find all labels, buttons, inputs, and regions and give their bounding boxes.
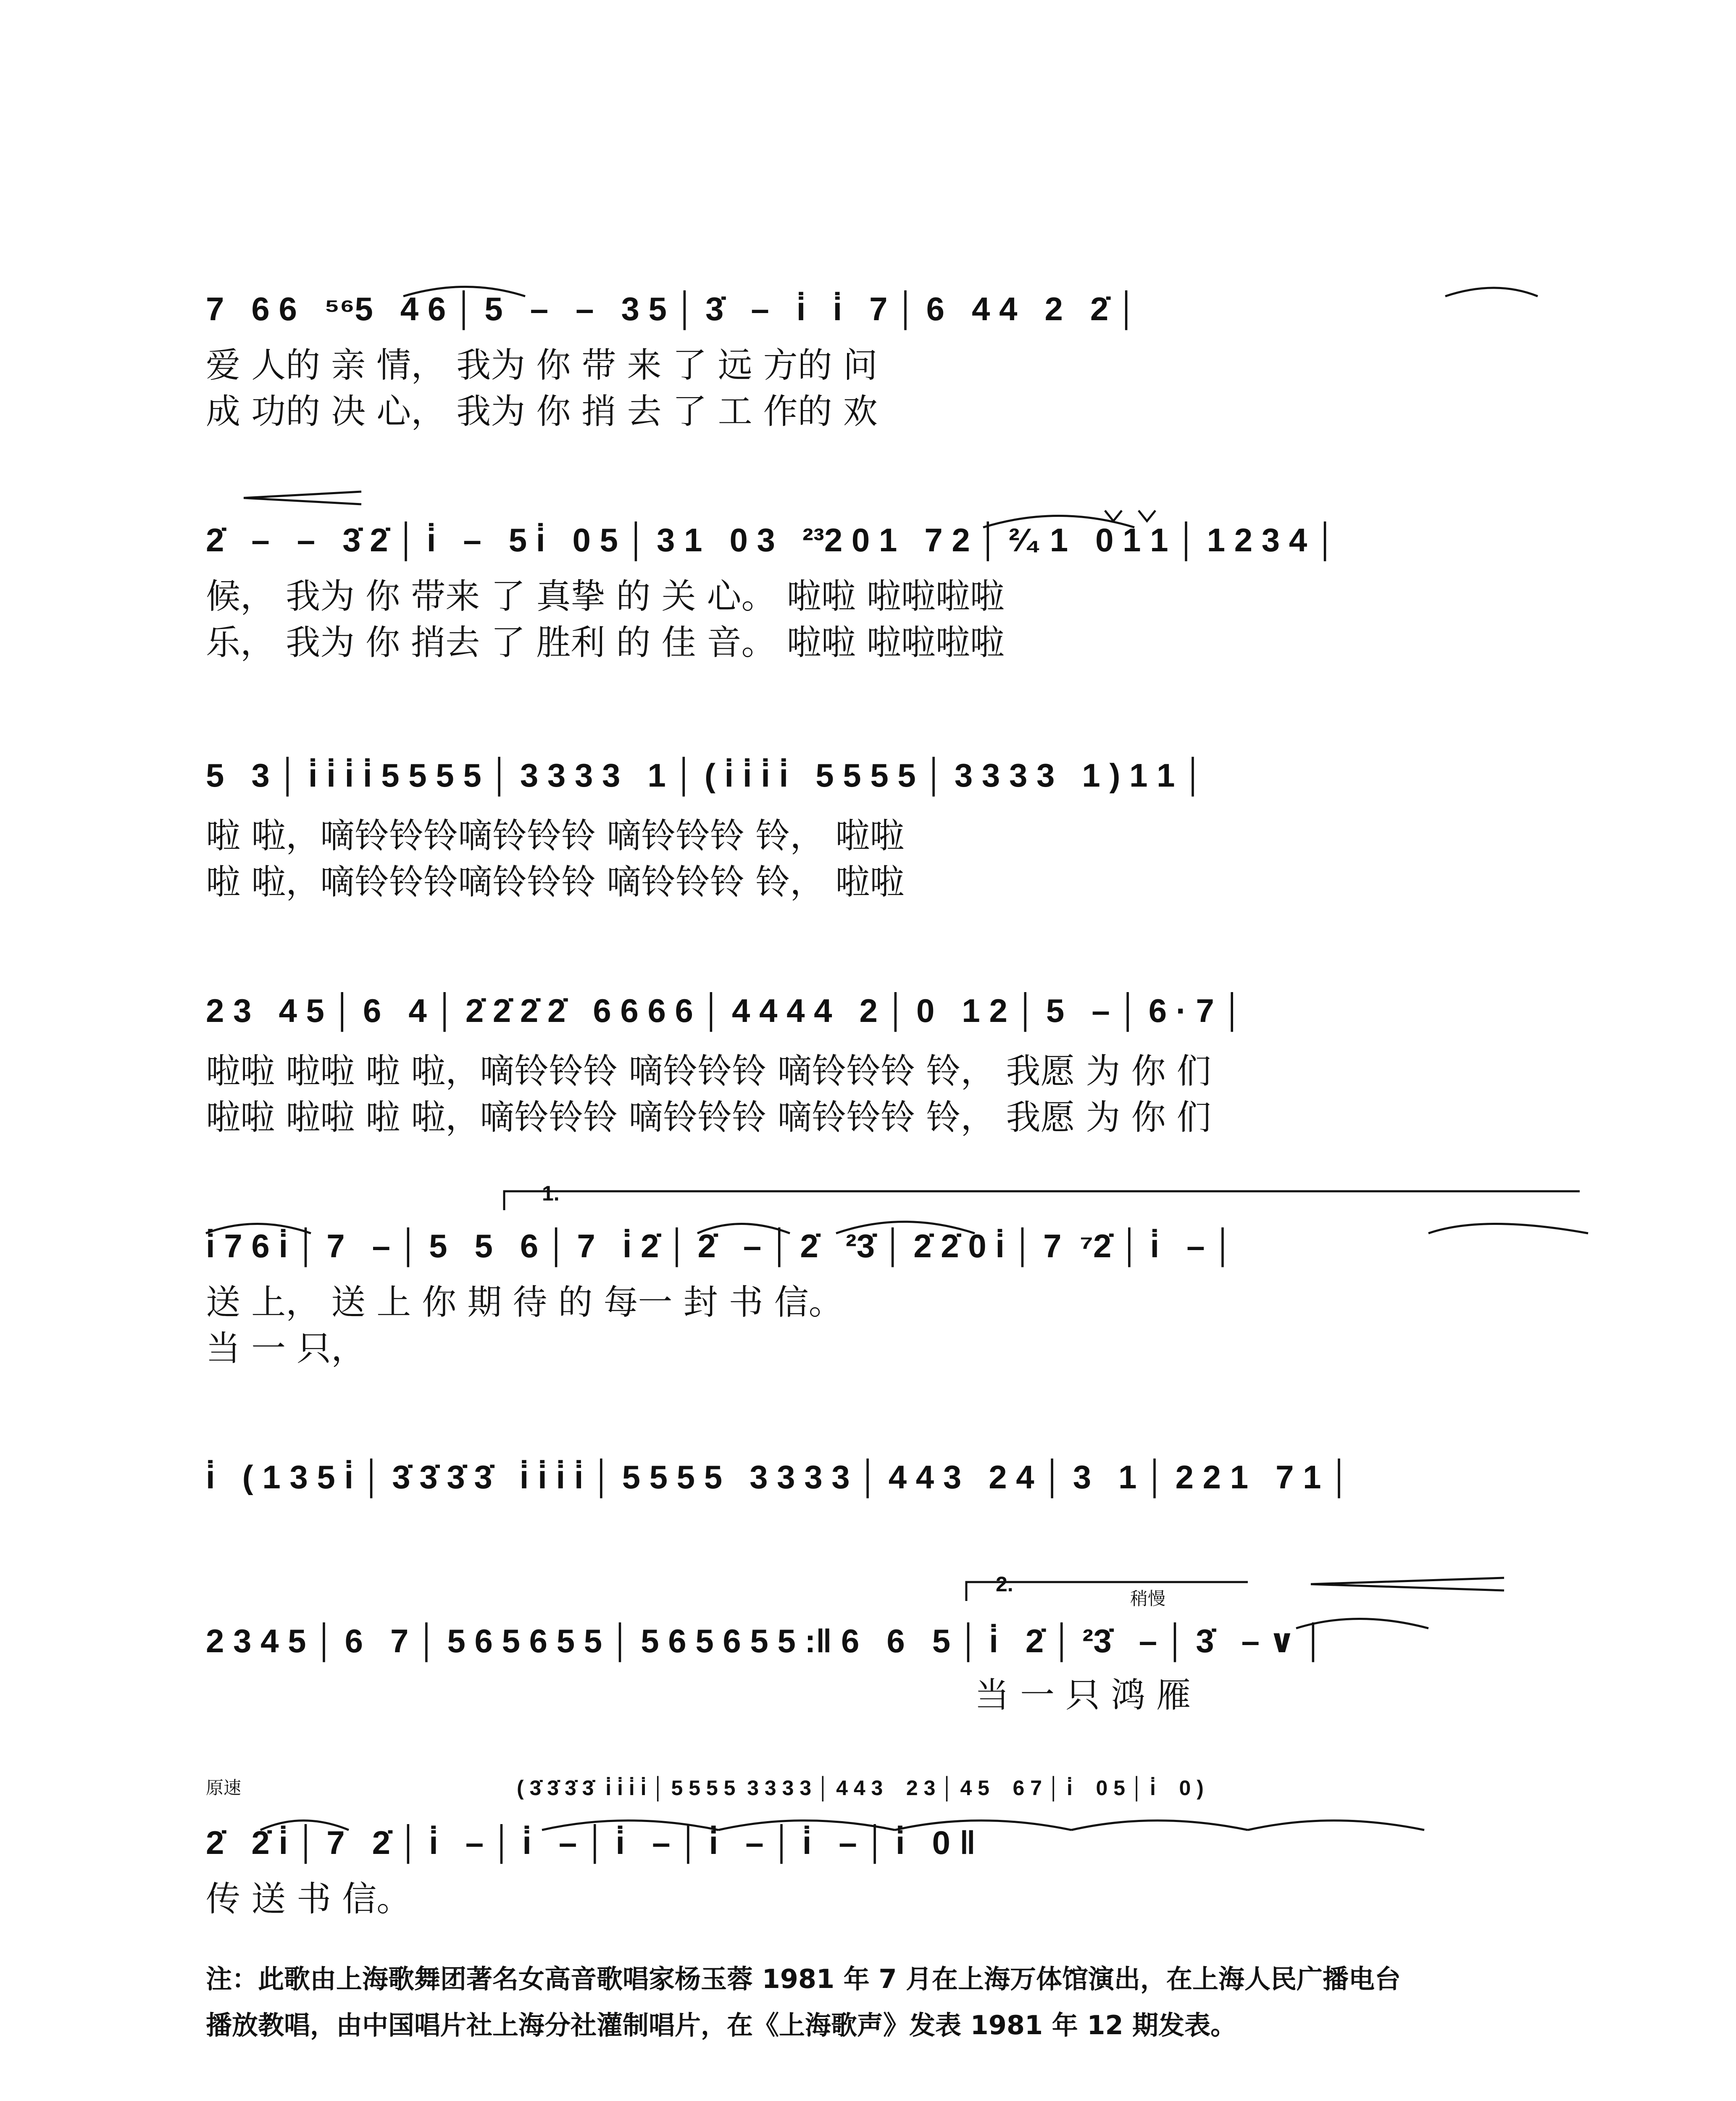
system-1-lyrics-verse-1: 爱 人的 亲 情， 我为 你 带 来 了 远 方的 问 <box>206 345 878 385</box>
tempo-marking-slower: 稍慢 <box>1130 1588 1166 1609</box>
system-5-lyrics-verse-1: 送 上， 送 上 你 期 待 的 每一 封 书 信。 <box>206 1282 843 1322</box>
system-2-lyrics-verse-2: 乐， 我为 你 捎去 了 胜利 的 佳 音。 啦啦 啦啦啦啦 <box>206 623 1005 663</box>
system-2-lyrics-verse-1: 候， 我为 你 带来 了 真挚 的 关 心。 啦啦 啦啦啦啦 <box>206 577 1005 616</box>
system-4-notation: 2 3 4 5 │ 6 4 │ 2̇ 2̇ 2̇ 2̇ 6 6 6 6 │ 4 4 4 4 2 │ 0 1 2 │ 5 – │ 6 · 7 │ <box>206 992 1244 1029</box>
system-1-notation: 7 6 6 ⁵⁶5 4 6 │ 5 – – 3 5 │ 3̇ – i̇ i̇ 7 │ 6 4 4 2 2̇ │ <box>206 290 1138 327</box>
system-2-notation: 2̇ – – 3̇ 2̇ │ i̇ – 5 i̇ 0 5 │ 3 1 0 3 ²³2 0 1 7 2 │ ²⁄₄ 1 0 1 1 │ 1 2 3 4 │ <box>206 521 1337 558</box>
system-3-lyrics-verse-2: 啦 啦，嘀铃铃铃嘀铃铃铃 嘀铃铃铃 铃， 啦啦 <box>206 862 905 902</box>
system-6-notation: i̇ ( 1 3 5 i̇ │ 3̇ 3̇ 3̇ 3̇ i̇ i̇ i̇ i̇ │ 5 5 5 5 3 3 3 3 │ 4 4 3 2 4 │ 3 1 │ 2 2 1 7 1 │ <box>206 1459 1351 1495</box>
system-7-notation: 2 3 4 5 │ 6 7 │ 5 6 5 6 5 5 │ 5 6 5 6 5 5 :‖ 6 6 5 │ i̇ 2̇ │ ²3̇ – │ 3̇ – ∨ │ <box>206 1622 1325 1659</box>
volta-2-label: 2. <box>996 1572 1013 1596</box>
system-4-lyrics-verse-1: 啦啦 啦啦 啦 啦，嘀铃铃铃 嘀铃铃铃 嘀铃铃铃 铃， 我愿 为 你 们 <box>206 1051 1211 1091</box>
system-8-notation: 2̇ 2̇ i̇ │ 7 2̇ │ i̇ – │ i̇ – │ i̇ – │ i̇ – │ i̇ – │ i̇ 0 ‖ <box>206 1824 976 1861</box>
system-5-lyrics-verse-2: 当 一 只， <box>206 1329 366 1369</box>
footnote-line-2: 播放教唱，由中国唱片社上海分社灌制唱片，在《上海歌声》发表 1981 年 12 期发表。 <box>206 2010 1237 2040</box>
footnote-line-1: 注：此歌由上海歌舞团著名女高音歌唱家杨玉蓉 1981 年 7 月在上海万体馆演出，在上海人民广播电台 <box>206 1964 1401 1994</box>
system-3-notation: 5 3 │ i̇ i̇ i̇ i̇ 5 5 5 5 │ 3 3 3 3 1 │ ( i̇ i̇ i̇ i̇ 5 5 5 5 │ 3 3 3 3 1 ) 1 1 │ <box>206 757 1205 794</box>
volta-1-label: 1. <box>542 1182 560 1205</box>
system-8-accompaniment-line: ( 3̇ 3̇ 3̇ 3̇ i̇ i̇ i̇ i̇ │ 5 5 5 5 3 3 3 3 │ 4 4 3 2 3 │ 4 5 6 7 │ i̇ 0 5 │ i̇ 0 ) <box>517 1776 1204 1800</box>
system-4-lyrics-verse-2: 啦啦 啦啦 啦 啦，嘀铃铃铃 嘀铃铃铃 嘀铃铃铃 铃， 我愿 为 你 们 <box>206 1098 1211 1137</box>
system-5-notation: i̇ 7 6 i̇ │ 7 – │ 5 5 6 │ 7 i̇ 2̇ │ 2̇ – │ 2̇ ²3̇ │ 2̇ 2̇ 0 i̇ │ 7 ⁷2̇ │ i̇ – │ <box>206 1227 1235 1264</box>
system-8-lyrics: 传 送 书 信。 <box>206 1879 411 1919</box>
system-1-lyrics-verse-2: 成 功的 决 心， 我为 你 捎 去 了 工 作的 欢 <box>206 392 878 432</box>
system-3-lyrics-verse-1: 啦 啦，嘀铃铃铃嘀铃铃铃 嘀铃铃铃 铃， 啦啦 <box>206 816 905 856</box>
tempo-marking-original: 原速 <box>206 1777 242 1798</box>
system-7-lyrics: 当 一 只 鸿 雁 <box>975 1675 1191 1715</box>
